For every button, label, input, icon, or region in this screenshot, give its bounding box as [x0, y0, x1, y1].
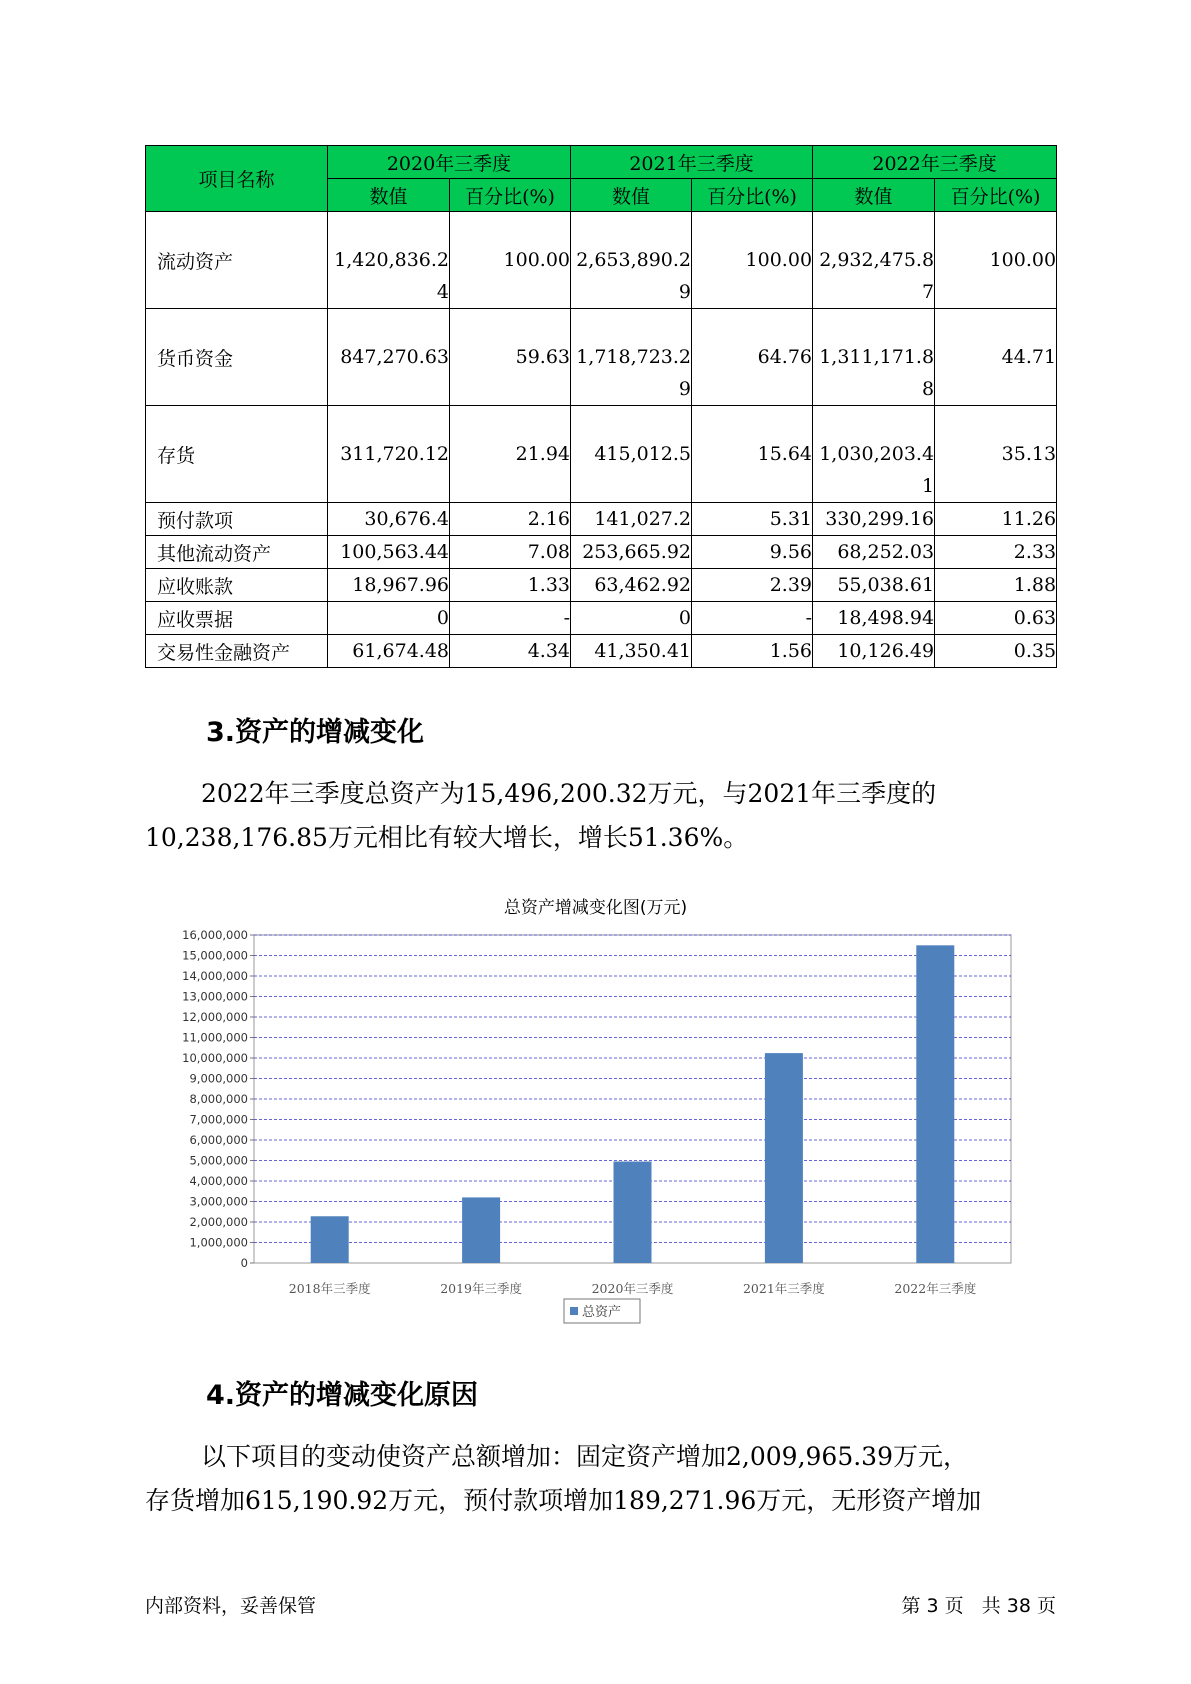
- cell-percent: 5.31: [692, 503, 813, 536]
- y-tick-label: 16,000,000: [182, 928, 248, 942]
- table-row: [146, 536, 1057, 569]
- cell-percent: 2.16: [450, 503, 571, 536]
- chart-title: 总资产增减变化图(万元): [503, 898, 688, 918]
- cell-value: 1,718,723.29: [571, 309, 692, 406]
- cell-value: 100,563.44: [328, 536, 450, 569]
- cell-percent: 21.94: [450, 406, 571, 503]
- cell-percent: 2.39: [692, 569, 813, 602]
- cell-value: 41,350.41: [571, 635, 692, 668]
- cell-percent: 7.08: [450, 536, 571, 569]
- header-percent: 百分比(%): [692, 179, 813, 212]
- cell-value: 2,932,475.87: [813, 212, 935, 309]
- table-row: [146, 309, 1057, 406]
- current-assets-table: [145, 145, 1057, 668]
- y-tick-label: 2,000,000: [189, 1215, 248, 1229]
- cell-value: 311,720.12: [328, 406, 450, 503]
- y-tick-label: 1,000,000: [189, 1235, 248, 1250]
- cell-percent: 1.33: [450, 569, 571, 602]
- cell-percent: 1.88: [935, 569, 1057, 602]
- y-tick-label: 13,000,000: [182, 989, 248, 1004]
- bar: [916, 945, 954, 1263]
- y-tick-label: 3,000,000: [189, 1194, 248, 1209]
- cell-percent: 0.35: [935, 635, 1057, 668]
- y-tick-label: 7,000,000: [189, 1112, 248, 1127]
- x-tick-label: 2018年三季度: [288, 1281, 371, 1296]
- x-tick-label: 2019年三季度: [440, 1281, 523, 1296]
- cell-value: 18,967.96: [328, 569, 450, 602]
- cell-percent: 0.63: [935, 602, 1057, 635]
- table-row: [146, 602, 1057, 635]
- legend-label: 总资产: [582, 1305, 622, 1320]
- paragraph-line: 存货增加615,190.92万元，预付款项增加189,271.96万元，无形资产增加: [145, 1486, 982, 1515]
- cell-value: 0: [328, 602, 450, 635]
- cell-percent: 2.33: [935, 536, 1057, 569]
- header-period-2020: 2020年三季度: [328, 146, 571, 179]
- cell-percent: 4.34: [450, 635, 571, 668]
- cell-value: 1,030,203.41: [813, 406, 935, 503]
- footer-page-number: 第 3 页 共 38 页: [901, 1595, 1056, 1617]
- row-name: 流动资产: [146, 212, 328, 309]
- section-3-heading: 3.资产的增减变化: [206, 717, 425, 748]
- section-4-heading: 4.资产的增减变化原因: [206, 1380, 479, 1411]
- cell-value: 1,420,836.24: [328, 212, 450, 309]
- cell-percent: 59.63: [450, 309, 571, 406]
- y-tick-label: 11,000,000: [182, 1030, 248, 1045]
- x-tick-label: 2022年三季度: [894, 1281, 977, 1296]
- header-value: 数值: [571, 179, 692, 212]
- bar: [614, 1162, 652, 1263]
- cell-value: 18,498.94: [813, 602, 935, 635]
- cell-value: 847,270.63: [328, 309, 450, 406]
- cell-value: 1,311,171.88: [813, 309, 935, 406]
- total-assets-bar-chart: [150, 915, 1030, 1345]
- paragraph-text: 以下项目的变动使资产总额增加：固定资产增加2,009,965.39万元，: [201, 1442, 968, 1471]
- y-tick-label: 9,000,000: [189, 1071, 248, 1086]
- paragraph-line: [145, 1435, 1056, 1479]
- header-period-2022: 2022年三季度: [813, 146, 1057, 179]
- y-tick-label: 0: [240, 1256, 248, 1270]
- paragraph-line: 10,238,176.85万元相比有较大增长，增长51.36%。: [145, 823, 749, 852]
- cell-percent: -: [692, 602, 813, 635]
- row-name: 应收票据: [146, 602, 328, 635]
- cell-percent: -: [450, 602, 571, 635]
- cell-value: 63,462.92: [571, 569, 692, 602]
- cell-value: 415,012.5: [571, 406, 692, 503]
- section-3-paragraph: [145, 772, 1056, 860]
- cell-percent: 35.13: [935, 406, 1057, 503]
- cell-value: 68,252.03: [813, 536, 935, 569]
- cell-percent: 15.64: [692, 406, 813, 503]
- row-name: 货币资金: [146, 309, 328, 406]
- row-name: 交易性金融资产: [146, 635, 328, 668]
- header-item-name: 项目名称: [146, 146, 328, 212]
- cell-percent: 64.76: [692, 309, 813, 406]
- cell-value: 30,676.4: [328, 503, 450, 536]
- row-name: 存货: [146, 406, 328, 503]
- cell-percent: 100.00: [692, 212, 813, 309]
- row-name: 应收账款: [146, 569, 328, 602]
- y-tick-label: 8,000,000: [189, 1092, 248, 1106]
- cell-percent: 11.26: [935, 503, 1057, 536]
- y-tick-label: 5,000,000: [189, 1153, 248, 1168]
- cell-value: 141,027.2: [571, 503, 692, 536]
- cell-value: 0: [571, 602, 692, 635]
- y-tick-label: 14,000,000: [182, 969, 248, 983]
- header-percent: 百分比(%): [935, 179, 1057, 212]
- bar: [311, 1216, 349, 1263]
- row-name: 预付款项: [146, 503, 328, 536]
- table-row: [146, 503, 1057, 536]
- header-value: 数值: [328, 179, 450, 212]
- paragraph-line: [145, 772, 1056, 816]
- header-percent: 百分比(%): [450, 179, 571, 212]
- y-tick-label: 6,000,000: [189, 1133, 248, 1147]
- bar: [765, 1053, 803, 1263]
- cell-percent: 1.56: [692, 635, 813, 668]
- cell-percent: 100.00: [450, 212, 571, 309]
- cell-value: 10,126.49: [813, 635, 935, 668]
- cell-value: 253,665.92: [571, 536, 692, 569]
- x-tick-label: 2021年三季度: [742, 1281, 825, 1296]
- table-row: [146, 212, 1057, 309]
- x-tick-label: 2020年三季度: [591, 1281, 674, 1296]
- row-name: 其他流动资产: [146, 536, 328, 569]
- table-row: [146, 569, 1057, 602]
- bar: [462, 1197, 500, 1263]
- table-row: [146, 635, 1057, 668]
- y-tick-label: 15,000,000: [182, 948, 248, 963]
- cell-value: 55,038.61: [813, 569, 935, 602]
- cell-value: 61,674.48: [328, 635, 450, 668]
- section-4-paragraph: [145, 1435, 1056, 1523]
- y-tick-label: 10,000,000: [182, 1051, 248, 1065]
- cell-value: 2,653,890.29: [571, 212, 692, 309]
- table-row: [146, 406, 1057, 503]
- cell-percent: 9.56: [692, 536, 813, 569]
- cell-percent: 100.00: [935, 212, 1057, 309]
- y-tick-label: 12,000,000: [182, 1010, 248, 1024]
- header-period-2021: 2021年三季度: [571, 146, 813, 179]
- paragraph-text: 2022年三季度总资产为15,496,200.32万元，与2021年三季度的: [201, 779, 937, 808]
- legend-swatch: [570, 1307, 578, 1315]
- y-tick-label: 4,000,000: [189, 1174, 248, 1188]
- header-value: 数值: [813, 179, 935, 212]
- footer-confidential: 内部资料，妥善保管: [145, 1595, 317, 1617]
- cell-value: 330,299.16: [813, 503, 935, 536]
- cell-percent: 44.71: [935, 309, 1057, 406]
